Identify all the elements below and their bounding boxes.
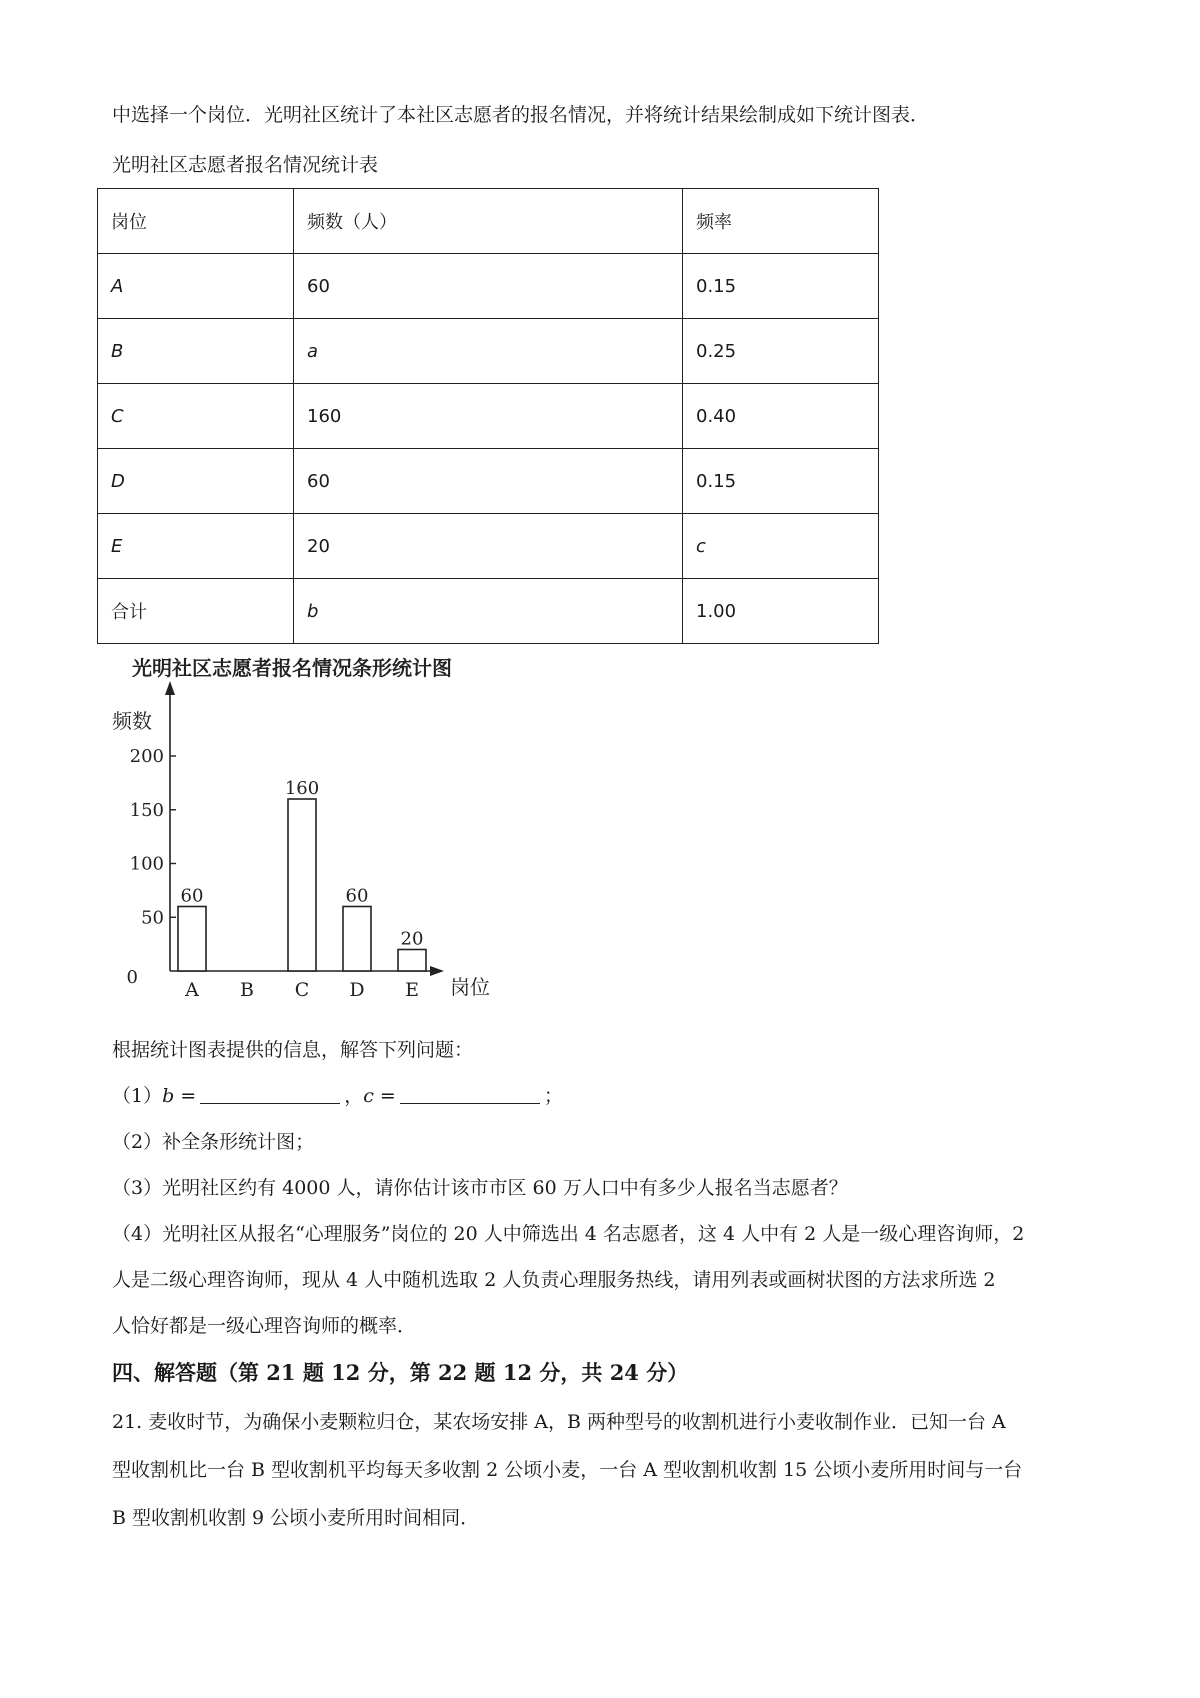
table-row — [98, 579, 879, 644]
bar — [288, 799, 316, 971]
table-cell: b — [294, 579, 683, 644]
table-cell: 160 — [294, 384, 683, 449]
table-cell: 0.25 — [683, 319, 879, 384]
table-cell: 60 — [294, 449, 683, 514]
intro-line: 中选择一个岗位．光明社区统计了本社区志愿者的报名情况，并将统计结果绘制成如下统计图表． — [112, 104, 930, 126]
answer-blank-b — [200, 1087, 340, 1104]
x-tick-label: B — [240, 979, 254, 1000]
table-cell: 20 — [294, 514, 683, 579]
header-cell: 频数（人） — [294, 189, 683, 254]
q1-b-label: b = — [162, 1085, 197, 1107]
table-cell: C — [98, 384, 294, 449]
question-4-line-3: 人恰好都是一级心理咨询师的概率． — [112, 1315, 417, 1337]
table-cell: 合计 — [98, 579, 294, 644]
data-label: 60 — [180, 885, 204, 907]
y-tick-label: 150 — [129, 799, 164, 821]
problem-21-line-1: 21. 麦收时节，为确保小麦颗粒归仓，某农场安排 A，B 两种型号的收割机进行小麦收制作业．已知一台 A — [112, 1411, 1006, 1433]
bar-chart — [100, 655, 520, 1000]
header-cell: 岗位 — [98, 189, 294, 254]
table-cell: 0.15 — [683, 449, 879, 514]
table-row — [98, 319, 879, 384]
bar — [343, 907, 371, 972]
table-header-row — [98, 189, 879, 254]
table-cell: 60 — [294, 254, 683, 319]
q1-separator: ， — [344, 1085, 364, 1107]
x-tick-label: A — [185, 979, 199, 1000]
q1-end: ； — [543, 1085, 563, 1107]
answer-blank-c — [400, 1087, 540, 1104]
bar — [178, 907, 206, 972]
data-label: 60 — [345, 885, 369, 907]
question-3: （3）光明社区约有 4000 人，请你估计该市市区 60 万人口中有多少人报名当志愿者？ — [112, 1177, 848, 1199]
table-row — [98, 514, 879, 579]
table-cell: 1.00 — [683, 579, 879, 644]
table-cell: A — [98, 254, 294, 319]
y-tick-label: 50 — [141, 907, 164, 929]
question-1 — [112, 1081, 563, 1108]
x-tick-label: D — [349, 979, 365, 1000]
q1-prefix: （1） — [112, 1085, 163, 1107]
chart-title: 光明社区志愿者报名情况条形统计图 — [132, 656, 452, 680]
y-axis-arrow — [165, 681, 175, 695]
question-4-line-2: 人是二级心理咨询师，现从 4 人中随机选取 2 人负责心理服务热线，请用列表或画树状图的方法求所选 2 — [112, 1269, 996, 1291]
bar — [398, 950, 426, 972]
table-cell: a — [294, 319, 683, 384]
y-tick-label: 100 — [129, 853, 164, 875]
y-axis-label: 频数 — [112, 709, 152, 733]
table-row — [98, 254, 879, 319]
table-row — [98, 449, 879, 514]
y-tick-label: 200 — [129, 746, 164, 767]
table-row — [98, 384, 879, 449]
section-heading: 四、解答题（第 21 题 12 分，第 22 题 12 分，共 24 分） — [112, 1360, 689, 1385]
statistics-table — [97, 188, 879, 644]
data-label: 20 — [400, 928, 424, 950]
y-tick-label: 0 — [126, 967, 138, 988]
table-cell: 0.40 — [683, 384, 879, 449]
table-cell: c — [683, 514, 879, 579]
question-4-line-1: （4）光明社区从报名“心理服务”岗位的 20 人中筛选出 4 名志愿者，这 4 人中有 2 人是一级心理咨询师，2 — [112, 1223, 1025, 1245]
table-cell: D — [98, 449, 294, 514]
data-label: 160 — [284, 778, 320, 799]
questions-lead: 根据统计图表提供的信息，解答下列问题： — [112, 1039, 474, 1061]
x-tick-label: C — [294, 979, 310, 1000]
x-axis-label: 岗位 — [450, 975, 490, 999]
header-cell: 频率 — [683, 189, 879, 254]
table-title: 光明社区志愿者报名情况统计表 — [112, 154, 379, 176]
question-2: （2）补全条形统计图； — [112, 1131, 315, 1153]
problem-21-line-3: B 型收割机收割 9 公顷小麦所用时间相同． — [112, 1507, 480, 1529]
table-cell: E — [98, 514, 294, 579]
x-axis-arrow — [430, 966, 444, 976]
problem-21-line-2: 型收割机比一台 B 型收割机平均每天多收割 2 公顷小麦，一台 A 型收割机收割 15 公顷小麦所用时间与一台 — [112, 1459, 1023, 1481]
table-cell: B — [98, 319, 294, 384]
q1-c-label: c = — [363, 1085, 396, 1107]
x-tick-label: E — [405, 979, 419, 1000]
table-cell: 0.15 — [683, 254, 879, 319]
